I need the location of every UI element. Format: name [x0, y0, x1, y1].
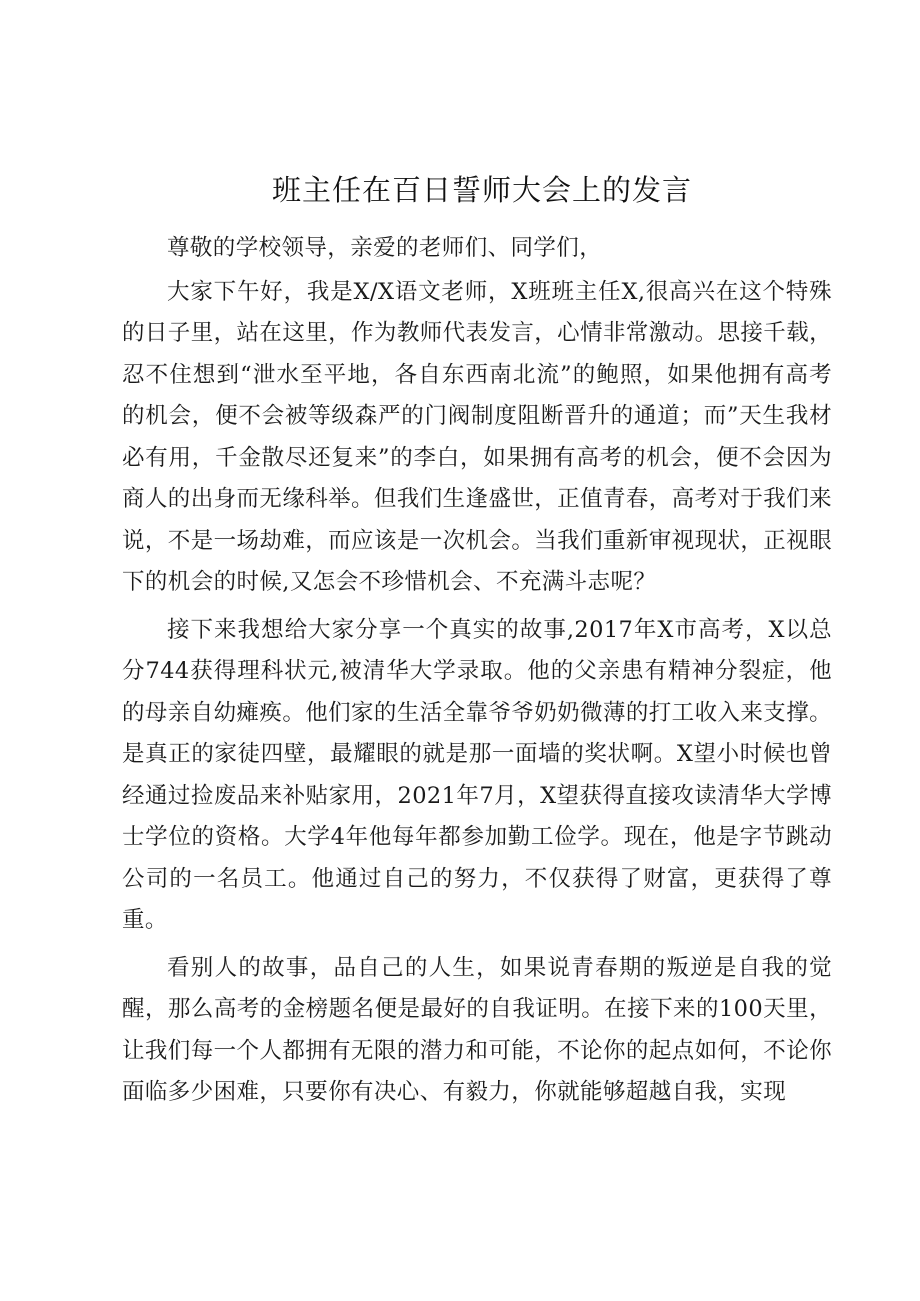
document-title: 班主任在百日誓师大会上的发言 — [271, 173, 692, 207]
paragraph-opening: 大家下午好，我是X/X语文老师，X班班主任X,很高兴在这个特殊的日子里，站在这里，作为教师代表发言，心情非常激动。思接千载，忍不住想到“泄水至平地，各自东西南北流”的鲍照，如果他拥有高考的机会，便不会被等级森严的门阀制度阻断晋升的通道；而”天生我材必有用，千金散尽还复来”的李白，如果拥有高考的机会，便不会因为商人的出身而无缘科举。但我们生逢盛世，正值青春，高考对于我们来说，不是一场劫难，而应该是一次机会。当我们重新审视现状，正视眼下的机会的时候,又怎会不珍惜机会、不充满斗志呢？ — [122, 278, 832, 595]
salutation: 尊敬的学校领导，亲爱的老师们、同学们， — [167, 235, 603, 261]
paragraph-reflection: 看别人的故事，品自己的人生，如果说青春期的叛逆是自我的觉醒，那么高考的金榜题名便是最好的自我证明。在接下来的100天里，让我们每一个人都拥有无限的潜力和可能，不论你的起点如何，不论你面临多少困难，只要你有决心、有毅力，你就能够超越自我，实现 — [122, 954, 832, 1105]
paragraph-story: 接下来我想给大家分享一个真实的故事,2017年X市高考，X以总分744获得理科状元,被清华大学录取。他的父亲患有精神分裂症，他的母亲自幼瘫痪。他们家的生活全靠爷爷奶奶微薄的打工收入来支撑。是真正的家徒四壁，最耀眼的就是那一面墙的奖状啊。X望小时候也曾经通过捡废品来补贴家用，2021年7月，X望获得直接攻读清华大学博士学位的资格。大学4年他每年都参加勤工俭学。现在，他是字节跳动公司的一名员工。他通过自己的努力，不仅获得了财富，更获得了尊重。 — [122, 616, 832, 933]
